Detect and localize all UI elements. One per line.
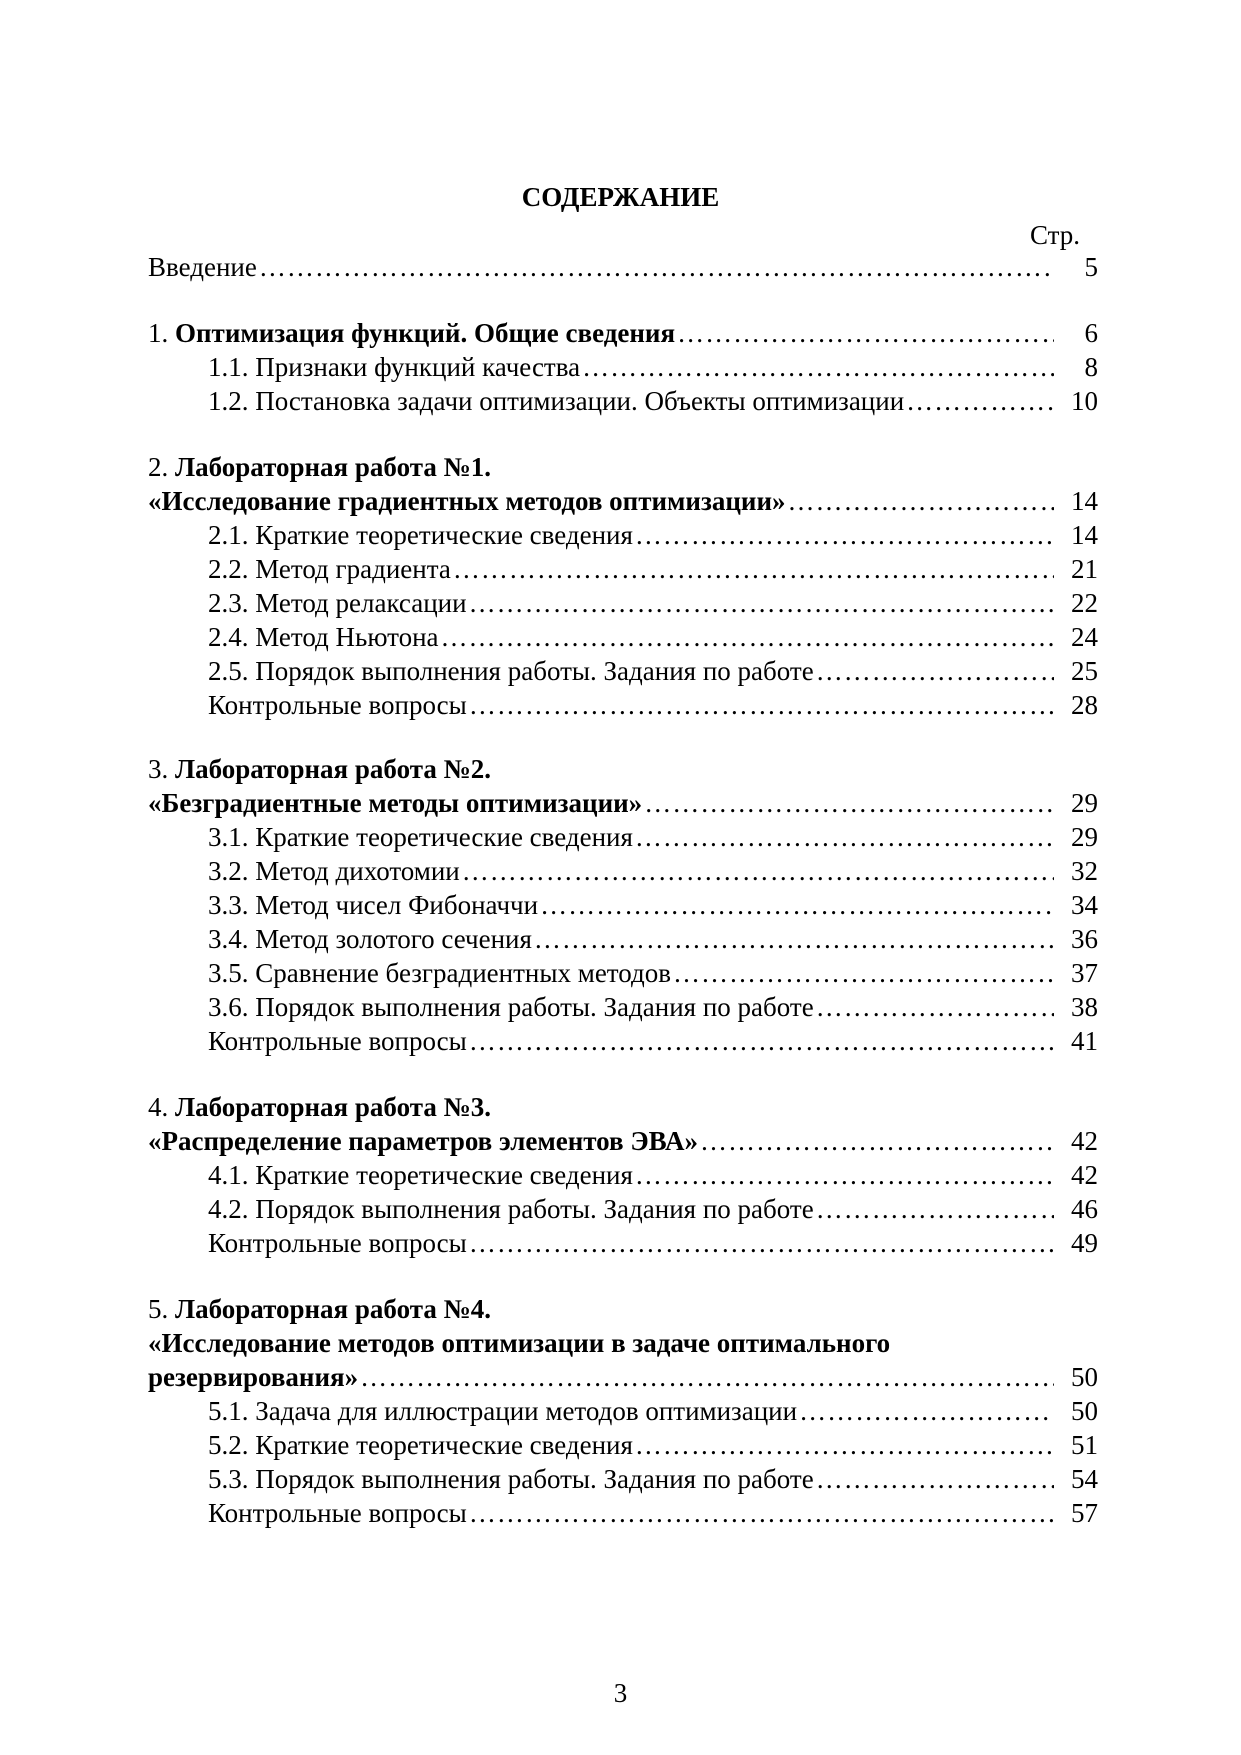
toc-entry[interactable] — [208, 1462, 1098, 1496]
toc-entry-text: 2.4. Метод Ньютона — [208, 622, 439, 652]
leader-dots — [816, 990, 1054, 1024]
toc-section-heading: Лабораторная работа №1. — [175, 452, 491, 482]
toc-section-title: резервирования» — [148, 1362, 359, 1392]
toc-section-5-title-line: «Исследование методов оптимизации в задаче оптимального — [148, 1328, 891, 1358]
leader-dots — [462, 854, 1054, 888]
toc-entry-page: 14 — [1071, 520, 1098, 550]
toc-entry-page: 21 — [1071, 554, 1098, 584]
toc-entry-text: 2.3. Метод релаксации — [208, 588, 467, 618]
toc-entry-text: 5.3. Порядок выполнения работы. Задания по работе — [208, 1464, 814, 1494]
toc-entry-text: 4.1. Краткие теоретические сведения — [208, 1160, 633, 1190]
toc-entry-text: 2.2. Метод градиента — [208, 554, 451, 584]
toc-entry-page: 29 — [1071, 788, 1098, 818]
toc-entry-page: 28 — [1071, 690, 1098, 720]
leader-dots — [540, 888, 1054, 922]
toc-entry[interactable] — [208, 956, 1098, 990]
toc-entry-page: 51 — [1071, 1430, 1098, 1460]
leader-dots — [816, 654, 1054, 688]
leader-dots — [816, 1192, 1054, 1226]
toc-entry[interactable] — [208, 1394, 1098, 1428]
leader-dots — [534, 922, 1054, 956]
leader-dots — [360, 1360, 1054, 1394]
toc-entry[interactable] — [208, 1496, 1098, 1530]
leader-dots — [906, 384, 1054, 418]
leader-dots — [469, 1024, 1054, 1058]
toc-entry-page: 32 — [1071, 856, 1098, 886]
leader-dots — [700, 1124, 1054, 1158]
toc-entry[interactable] — [208, 888, 1098, 922]
toc-entry-text: Контрольные вопросы — [208, 690, 467, 720]
toc-entry-page: 37 — [1071, 958, 1098, 988]
leader-dots — [453, 552, 1054, 586]
toc-entry[interactable] — [208, 990, 1098, 1024]
toc-section-3-heading — [148, 752, 491, 786]
leader-dots — [635, 518, 1054, 552]
page-title: СОДЕРЖАНИЕ — [521, 182, 720, 212]
toc-entry[interactable] — [208, 688, 1098, 722]
leader-dots — [469, 1496, 1054, 1530]
toc-entry-text: 1.2. Постановка задачи оптимизации. Объекты оптимизации — [208, 386, 905, 416]
toc-entry-text: 2.5. Порядок выполнения работы. Задания по работе — [208, 656, 814, 686]
toc-entry[interactable] — [208, 820, 1098, 854]
leader-dots — [799, 1394, 1054, 1428]
toc-section-heading: Лабораторная работа №3. — [175, 1092, 491, 1122]
toc-entry-page: 57 — [1071, 1498, 1098, 1528]
toc-entry-text: 3.2. Метод дихотомии — [208, 856, 460, 886]
toc-entry-text: 2.1. Краткие теоретические сведения — [208, 520, 633, 550]
toc-entry[interactable] — [208, 620, 1098, 654]
toc-entry[interactable] — [208, 654, 1098, 688]
toc-section-heading: Лабораторная работа №2. — [175, 754, 491, 784]
toc-entry[interactable] — [208, 1428, 1098, 1462]
toc-entry-page: 8 — [1084, 352, 1098, 382]
toc-section-2[interactable] — [148, 484, 1098, 518]
toc-entry-page: 14 — [1071, 486, 1098, 516]
toc-entry-page: 46 — [1071, 1194, 1098, 1224]
toc-entry-text: Контрольные вопросы — [208, 1026, 467, 1056]
toc-entry-text: 3.5. Сравнение безградиентных методов — [208, 958, 671, 988]
leader-dots — [816, 1462, 1054, 1496]
leader-dots — [635, 820, 1054, 854]
toc-section-number: 3. — [148, 754, 175, 784]
toc-entry-intro[interactable] — [148, 250, 1098, 284]
toc-entry[interactable] — [208, 1192, 1098, 1226]
toc-section-number: 4. — [148, 1092, 175, 1122]
toc-section-title: «Безградиентные методы оптимизации» — [148, 788, 643, 818]
toc-entry-page: 29 — [1071, 822, 1098, 852]
toc-entry[interactable] — [208, 854, 1098, 888]
toc-entry-page: 34 — [1071, 890, 1098, 920]
toc-entry-text: Контрольные вопросы — [208, 1498, 467, 1528]
toc-entry-page: 54 — [1071, 1464, 1098, 1494]
toc-section-5[interactable] — [148, 1360, 1098, 1394]
toc-entry-page: 38 — [1071, 992, 1098, 1022]
leader-dots — [259, 250, 1054, 284]
leader-dots — [673, 956, 1054, 990]
toc-entry[interactable] — [208, 384, 1098, 418]
toc-entry[interactable] — [208, 1024, 1098, 1058]
leader-dots — [469, 586, 1054, 620]
toc-entry-page: 25 — [1071, 656, 1098, 686]
toc-entry-page: 41 — [1071, 1026, 1098, 1056]
toc-section-2-heading — [148, 450, 491, 484]
toc-entry[interactable] — [208, 1226, 1098, 1260]
toc-entry-page: 42 — [1071, 1160, 1098, 1190]
toc-entry-page: 6 — [1084, 318, 1098, 348]
toc-entry-text: 3.6. Порядок выполнения работы. Задания по работе — [208, 992, 814, 1022]
toc-entry-text: 4.2. Порядок выполнения работы. Задания по работе — [208, 1194, 814, 1224]
toc-entry[interactable] — [208, 1158, 1098, 1192]
toc-section-3[interactable] — [148, 786, 1098, 820]
toc-entry-page: 50 — [1071, 1396, 1098, 1426]
toc-section-4-heading — [148, 1090, 491, 1124]
toc-entry-text: Контрольные вопросы — [208, 1228, 467, 1258]
toc-entry-page: 24 — [1071, 622, 1098, 652]
toc-entry[interactable] — [208, 350, 1098, 384]
toc-entry-page: 5 — [1084, 252, 1098, 282]
leader-dots — [677, 316, 1054, 350]
toc-section-title: «Исследование градиентных методов оптимизации» — [148, 486, 786, 516]
toc-section-5-heading — [148, 1292, 491, 1326]
leader-dots — [441, 620, 1054, 654]
toc-entry-text: 1.1. Признаки функций качества — [208, 352, 581, 382]
leader-dots — [469, 688, 1054, 722]
leader-dots — [644, 786, 1054, 820]
toc-entry-text: 5.1. Задача для иллюстрации методов оптимизации — [208, 1396, 798, 1426]
toc-entry-page: 22 — [1071, 588, 1098, 618]
toc-entry-text: 3.3. Метод чисел Фибоначчи — [208, 890, 539, 920]
toc-section-number: 5. — [148, 1294, 175, 1324]
leader-dots — [469, 1226, 1054, 1260]
toc-section-1[interactable] — [148, 316, 1098, 350]
toc-entry-text: Введение — [148, 252, 257, 282]
toc-entry-text: 3.4. Метод золотого сечения — [208, 924, 532, 954]
toc-section-name: Оптимизация функций. Общие сведения — [175, 318, 676, 348]
toc-entry[interactable] — [208, 586, 1098, 620]
toc-entry-text: 5.2. Краткие теоретические сведения — [208, 1430, 633, 1460]
toc-section-number: 1. — [148, 318, 175, 348]
page-column-label: Стр. — [1030, 220, 1081, 250]
leader-dots — [635, 1428, 1054, 1462]
toc-entry-page: 50 — [1071, 1362, 1098, 1392]
toc-entry-text: 3.1. Краткие теоретические сведения — [208, 822, 633, 852]
page-number: 3 — [613, 1678, 628, 1708]
toc-entry[interactable] — [208, 518, 1098, 552]
toc-entry-page: 10 — [1071, 386, 1098, 416]
toc-entry[interactable] — [208, 922, 1098, 956]
leader-dots — [582, 350, 1054, 384]
toc-section-heading: Лабораторная работа №4. — [175, 1294, 491, 1324]
toc-section-4[interactable] — [148, 1124, 1098, 1158]
toc-section-title: «Распределение параметров элементов ЭВА» — [148, 1126, 698, 1156]
toc-entry[interactable] — [208, 552, 1098, 586]
leader-dots — [635, 1158, 1054, 1192]
toc-entry-page: 36 — [1071, 924, 1098, 954]
toc-entry-page: 42 — [1071, 1126, 1098, 1156]
leader-dots — [788, 484, 1054, 518]
toc-section-title — [148, 316, 675, 350]
toc-section-number: 2. — [148, 452, 175, 482]
toc-entry-page: 49 — [1071, 1228, 1098, 1258]
